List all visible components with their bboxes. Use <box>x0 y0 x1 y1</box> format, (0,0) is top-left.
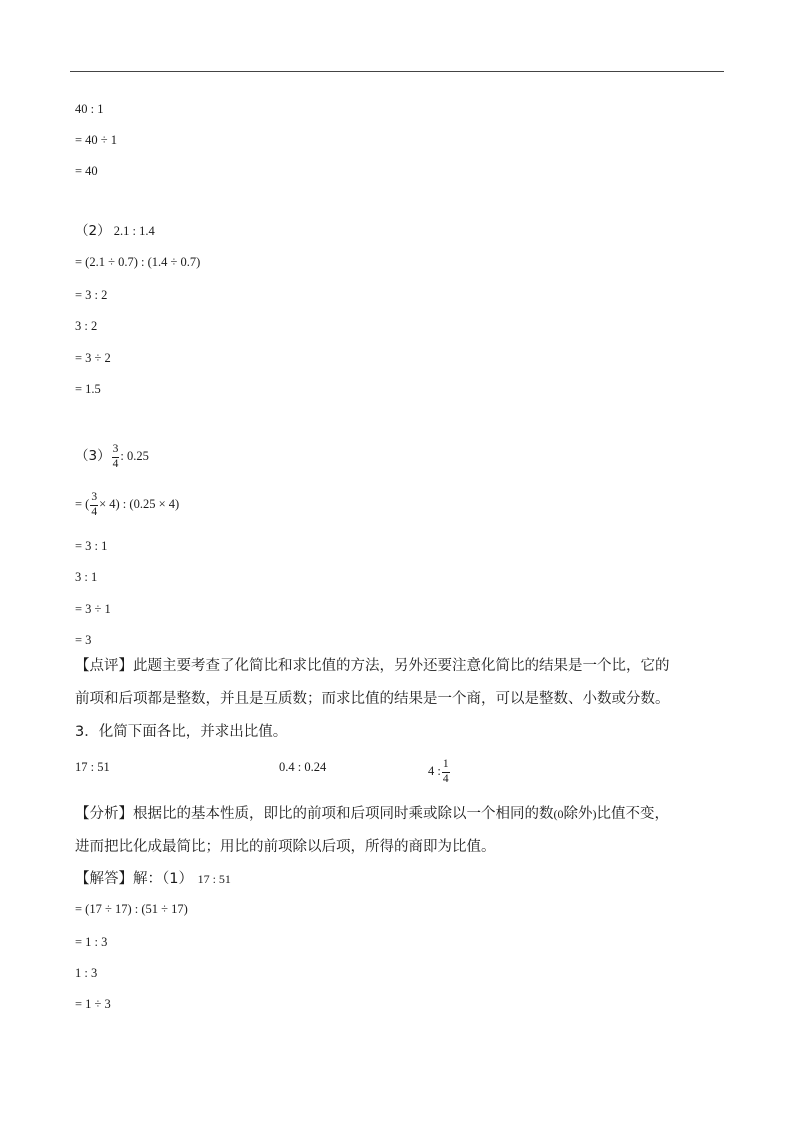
analysis-line: 【分析】根据比的基本性质，即比的前项和后项同时乘或除以一个相同的数(0除外)比值不变， <box>75 806 669 822</box>
math-line: 40 : 1 <box>75 102 104 116</box>
math-line: 3 : 1 <box>75 570 98 584</box>
math-line: 1 : 3 <box>75 966 98 980</box>
fraction: $\frac{1}{4}$ <box>442 758 449 785</box>
fraction: $\frac{3}{4}$ <box>112 443 119 470</box>
fraction: $\frac{3}{4}$ <box>91 491 98 518</box>
math-line: = 3 ÷ 2 <box>75 351 111 365</box>
math-line: = 3 <box>75 633 92 647</box>
math-line: = (17 ÷ 17) : (51 ÷ 17) <box>75 902 188 916</box>
math-line: = 40 ÷ 1 <box>75 133 118 147</box>
answer-heading: 【解答】解：（1） 17 : 51 <box>75 871 231 887</box>
math-line: = ( $\frac{3}{4}$ × 4) : (0.25 × 4) <box>75 491 180 518</box>
comment-line: 前项和后项都是整数，并且是互质数；而求比值的结果是一个商，可以是整数、小数或分数。 <box>75 691 670 707</box>
math-line: = 3 : 2 <box>75 288 108 302</box>
math-line: 3 : 2 <box>75 319 98 333</box>
header-rule <box>70 71 724 72</box>
math-line: = 1 : 3 <box>75 935 108 949</box>
part2-heading <box>75 223 155 239</box>
part3-heading <box>75 440 149 472</box>
math-line: = 3 : 1 <box>75 539 108 553</box>
part2-label: （2） <box>75 223 111 239</box>
analysis-line: 进而把比化成最简比；用比的前项除以后项，所得的商即为比值。 <box>75 839 496 855</box>
math-line: = 1 ÷ 3 <box>75 997 111 1011</box>
question-title: 3．化简下面各比，并求出比值。 <box>75 724 288 740</box>
question-item: 4 : $\frac{1}{4}$ <box>428 758 449 785</box>
part3-label: （3） <box>75 448 111 464</box>
math-line: = 40 <box>75 164 98 178</box>
comment-line: 【点评】此题主要考查了化简比和求比值的方法，另外还要注意化简比的结果是一个比，它的 <box>75 658 670 674</box>
question-item: 0.4 : 0.24 <box>279 760 327 774</box>
part3-expr-tail: : 0.25 <box>120 449 149 463</box>
math-line: = (2.1 ÷ 0.7) : (1.4 ÷ 0.7) <box>75 255 201 269</box>
math-line: = 1.5 <box>75 382 101 396</box>
question-item: 17 : 51 <box>75 760 110 774</box>
part2-expr: 2.1 : 1.4 <box>113 224 155 238</box>
math-line: = 3 ÷ 1 <box>75 602 111 616</box>
